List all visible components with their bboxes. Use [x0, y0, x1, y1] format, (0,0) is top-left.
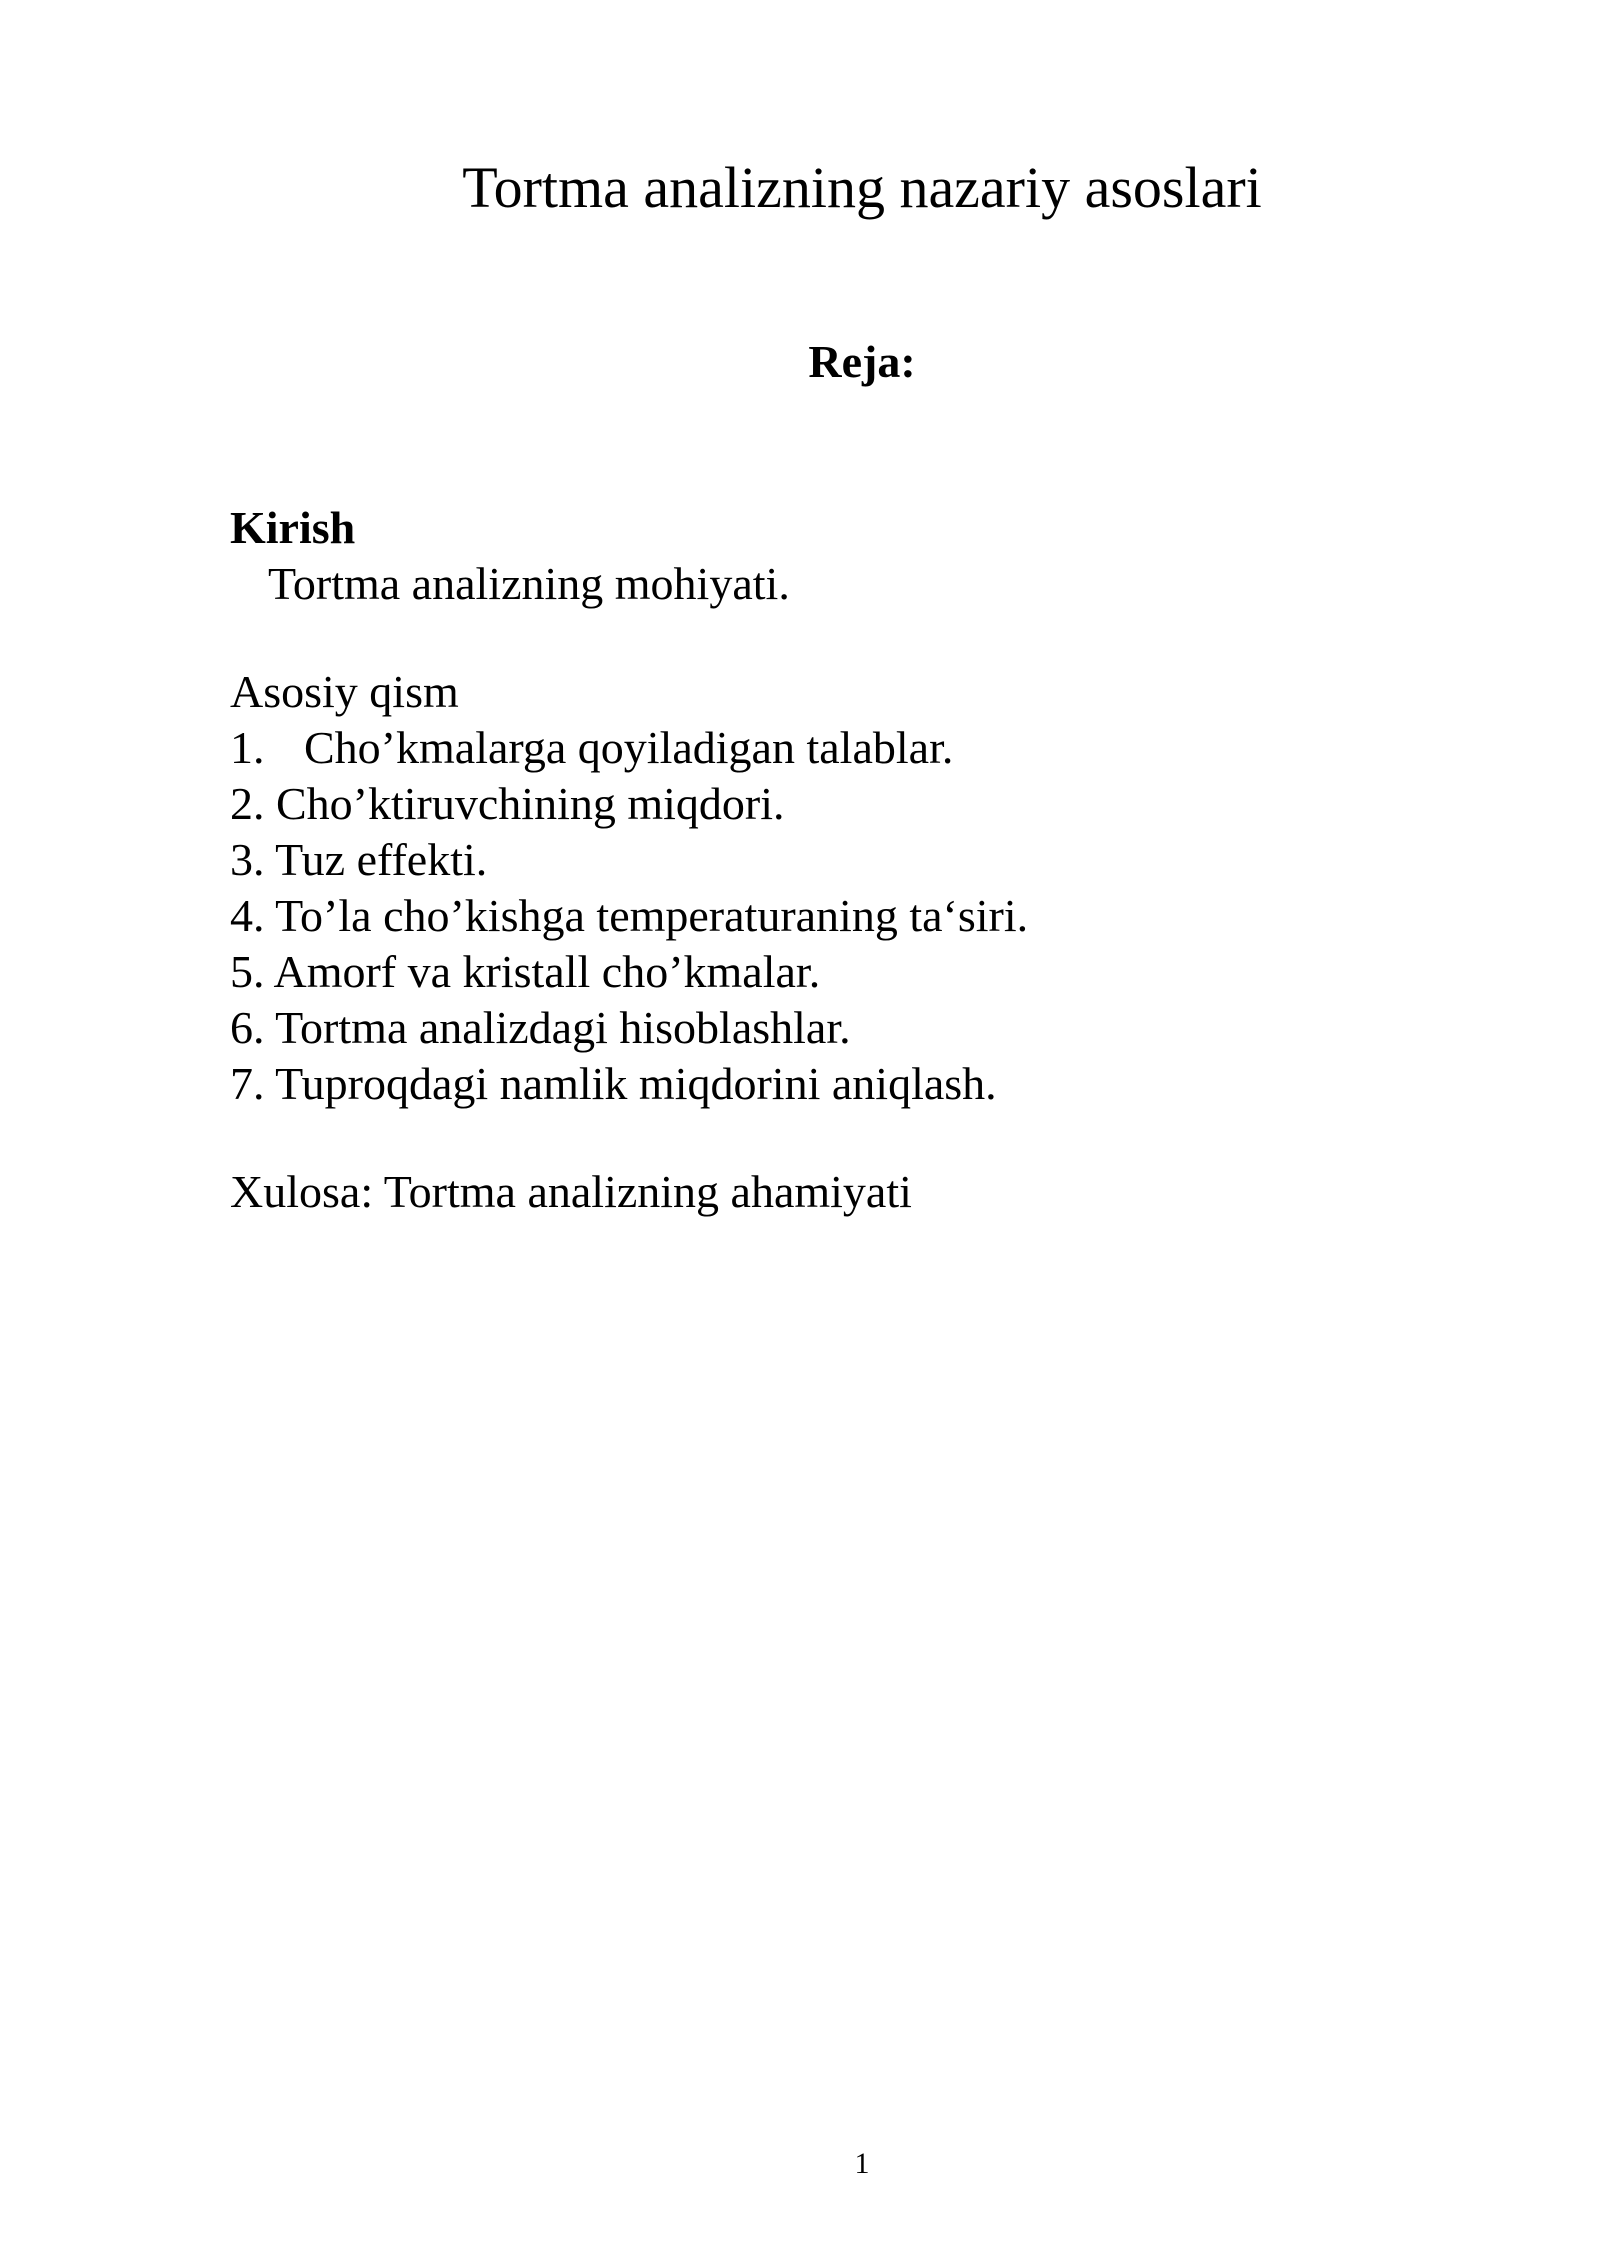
list-item-number: 7. — [230, 1058, 265, 1109]
list-item-text: Tortma analizdagi hisoblashlar. — [275, 1002, 851, 1053]
plan-body — [230, 500, 1430, 1220]
list-item-text: To’la cho’kishga temperaturaning ta‘siri. — [275, 890, 1029, 941]
list-item — [230, 1056, 1430, 1112]
list-item-number: 5. — [230, 946, 265, 997]
conclusion-text: Xulosa: Tortma analizning ahamiyati — [230, 1166, 912, 1217]
list-item-text: Amorf va kristall cho’kmalar. — [273, 946, 821, 997]
spacer — [230, 1112, 1430, 1164]
page-number: 1 — [854, 2147, 870, 2180]
intro-text: Tortma analizning mohiyati. — [268, 558, 790, 609]
list-item-number: 6. — [230, 1002, 265, 1053]
list-item-number: 4. — [230, 890, 265, 941]
plan-heading: Reja: — [808, 336, 916, 387]
list-item-number: 2. — [230, 778, 265, 829]
list-item-text: Cho’ktiruvchining miqdori. — [276, 778, 785, 829]
list-item-number: 3. — [230, 834, 265, 885]
list-item-number: 1. — [230, 722, 265, 773]
list-item — [230, 832, 1430, 888]
list-item — [230, 720, 1430, 776]
list-item — [230, 944, 1430, 1000]
main-part-heading: Asosiy qism — [230, 666, 459, 717]
list-item — [230, 888, 1430, 944]
list-item-text: Tuz effekti. — [275, 834, 488, 885]
list-item — [230, 1000, 1430, 1056]
list-item-text: Cho’kmalarga qoyiladigan talablar. — [304, 722, 954, 773]
list-item — [230, 776, 1430, 832]
intro-heading: Kirish — [230, 502, 356, 553]
list-item-text: Tuproqdagi namlik miqdorini aniqlash. — [275, 1058, 997, 1109]
document-title: Tortma analizning nazariy asoslari — [462, 155, 1262, 220]
spacer — [230, 612, 1430, 664]
